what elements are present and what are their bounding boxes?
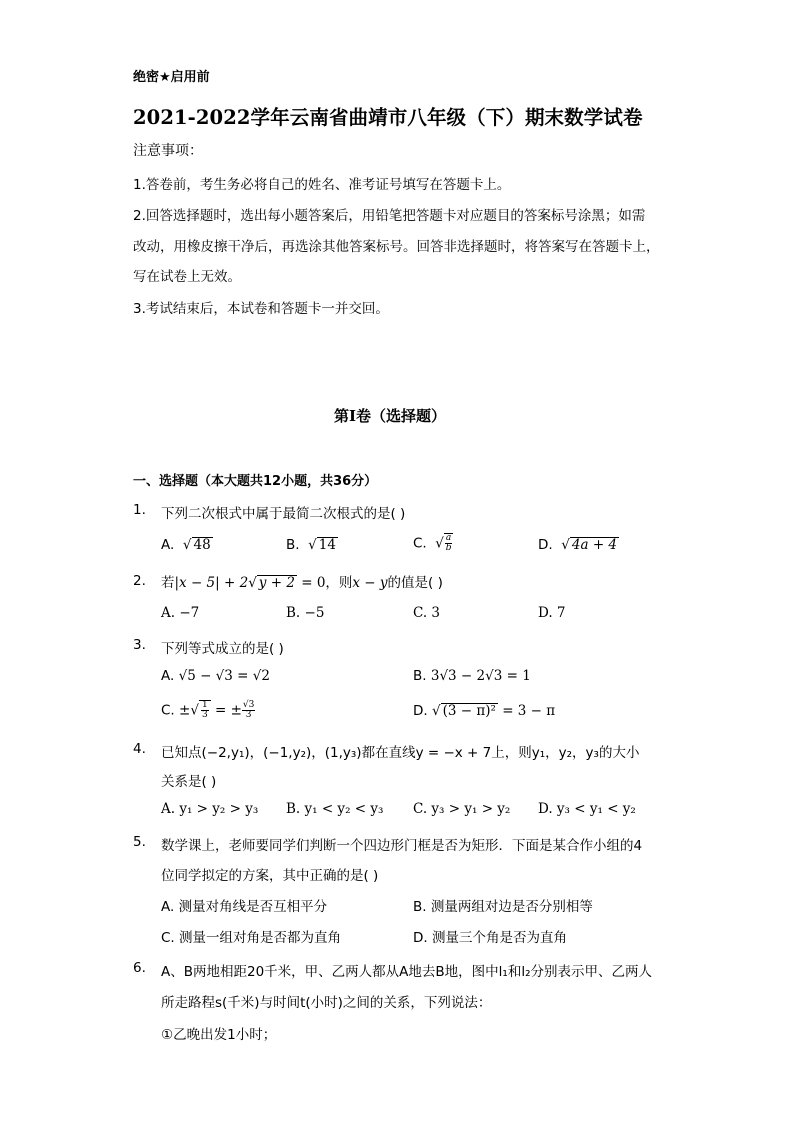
q4-option-d: D. y₃ < y₁ < y₂ bbox=[538, 801, 636, 817]
q3-d-letter: D. bbox=[413, 703, 428, 719]
q3-a-letter: A. bbox=[161, 668, 175, 684]
q3-option-c: C. ±√ $\frac{1}{3}$ = ± $\frac{√3}{3}$ bbox=[161, 700, 255, 720]
q1-c-denominator: b bbox=[445, 543, 452, 553]
q1-d-letter: D. bbox=[538, 537, 553, 553]
exam-title: 2021-2022学年云南省曲靖市八年级（下）期末数学试卷 bbox=[133, 106, 643, 129]
q5-option-b: B. 测量两组对边是否分别相等 bbox=[413, 899, 593, 915]
q1-b-radicand: 14 bbox=[318, 537, 336, 553]
q6-line-1: A、B两地相距20千米，甲、乙两人都从A地去B地，图中l₁和l₂分别表示甲、乙两人 bbox=[161, 964, 652, 980]
q3-option-b bbox=[413, 668, 531, 684]
q4-line-1: 已知点(−2,y₁)，(−1,y₂)，(1,y₃)都在直线y = −x + 7上，则y₁，y₂，y₃的大小 bbox=[161, 745, 640, 761]
q2-target-expr: x − y bbox=[352, 575, 388, 591]
q2-abs-expr: |x − 5| + 2 bbox=[174, 575, 249, 591]
notice-heading: 注意事项： bbox=[133, 143, 203, 159]
section-title: 第Ⅰ卷（选择题） bbox=[334, 407, 447, 425]
q5-option-c: C. 测量一组对角是否都为直角 bbox=[161, 930, 342, 946]
q2-radicand: y + 2 bbox=[258, 575, 295, 591]
q3-d-radicand: (3 − π)² bbox=[442, 703, 496, 719]
q2-stem-post: = 0，则 bbox=[296, 575, 353, 591]
q4-option-a: A. y₁ > y₂ > y₃ bbox=[161, 801, 259, 817]
q1-option-c: C. √ $\frac{a}{b}$ bbox=[413, 533, 452, 553]
q2-stem-pre: 若 bbox=[161, 575, 175, 591]
notice-item-1: 1.答卷前，考生务必将自己的姓名、准考证号填写在答题卡上。 bbox=[133, 177, 511, 193]
q3-option-d: D. √ (3 − π)² = 3 − π bbox=[413, 703, 556, 719]
q1-c-numerator: a bbox=[445, 533, 452, 543]
q4-line-2: 关系是( ) bbox=[161, 774, 217, 790]
q5-line-2: 位同学拟定的方案，其中正确的是( ) bbox=[161, 868, 379, 884]
q3-stem: 下列等式成立的是( ) bbox=[161, 641, 284, 657]
q1-option-b: B. √ 14 bbox=[286, 537, 336, 553]
q2-option-b: B. −5 bbox=[286, 605, 325, 621]
q1-stem: 下列二次根式中属于最简二次根式的是( ) bbox=[161, 506, 406, 522]
q2-option-c: C. 3 bbox=[413, 605, 441, 621]
q3-b-letter: B. bbox=[413, 668, 427, 684]
q1-d-radicand: 4a + 4 bbox=[571, 537, 618, 553]
q1-number: 1. bbox=[133, 502, 146, 518]
q3-c-equals: = ± bbox=[210, 702, 242, 719]
q3-number: 3. bbox=[133, 637, 146, 653]
q5-number: 5. bbox=[133, 834, 146, 850]
q2-option-d: D. 7 bbox=[538, 605, 566, 621]
q3-c-letter: C. bbox=[161, 702, 175, 719]
part-heading: 一、选择题（本大题共12小题，共36分） bbox=[133, 474, 378, 489]
q6-line-3: ①乙晚出发1小时； bbox=[161, 1027, 277, 1043]
q5-option-d: D. 测量三个角是否为直角 bbox=[413, 930, 567, 946]
q1-c-letter: C. bbox=[413, 535, 427, 552]
q6-line-2: 所走路程s(千米)与时间t(小时)之间的关系，下列说法： bbox=[161, 995, 492, 1011]
q5-option-a: A. 测量对角线是否互相平分 bbox=[161, 899, 328, 915]
q4-option-b: B. y₁ < y₂ < y₃ bbox=[286, 801, 384, 817]
q4-number: 4. bbox=[133, 741, 146, 757]
notice-item-2: 2.回答选择题时，选出每小题答案后，用铅笔把答题卡对应题目的答案标号涂黑；如需 bbox=[133, 208, 646, 224]
q1-a-letter: A. bbox=[161, 537, 175, 553]
q3-option-a bbox=[161, 668, 270, 684]
q1-option-a: A. √ 48 bbox=[161, 537, 211, 553]
q3-b-expr: 3√3 − 2√3 = 1 bbox=[430, 668, 531, 684]
q3-c-pm: ± bbox=[179, 702, 191, 719]
q2-stem: 若|x − 5| + 2√ y + 2 = 0，则x − y的值是( ) bbox=[161, 575, 443, 591]
q2-stem-end: 的值是( ) bbox=[387, 575, 443, 591]
q3-d-post: = 3 − π bbox=[497, 703, 556, 719]
q2-option-a: A. −7 bbox=[161, 605, 200, 621]
notice-item-2-end: 写在试卷上无效。 bbox=[133, 269, 241, 285]
q4-option-c: C. y₃ > y₁ > y₂ bbox=[413, 801, 511, 817]
confidential-label: 绝密★启用前 bbox=[133, 70, 210, 85]
q1-b-letter: B. bbox=[286, 537, 300, 553]
q1-a-radicand: 48 bbox=[193, 537, 211, 553]
notice-item-3: 3.考试结束后，本试卷和答题卡一并交回。 bbox=[133, 301, 389, 317]
q2-number: 2. bbox=[133, 573, 146, 589]
q5-line-1: 数学课上，老师要同学们判断一个四边形门框是否为矩形．下面是某合作小组的4 bbox=[161, 838, 643, 854]
q1-option-d: D. √ 4a + 4 bbox=[538, 537, 618, 553]
notice-item-2-cont: 改动，用橡皮擦干净后，再选涂其他答案标号。回答非选择题时，将答案写在答题卡上， bbox=[133, 239, 660, 255]
q3-a-expr: √5 − √3 = √2 bbox=[178, 668, 270, 684]
q6-number: 6. bbox=[133, 960, 146, 976]
